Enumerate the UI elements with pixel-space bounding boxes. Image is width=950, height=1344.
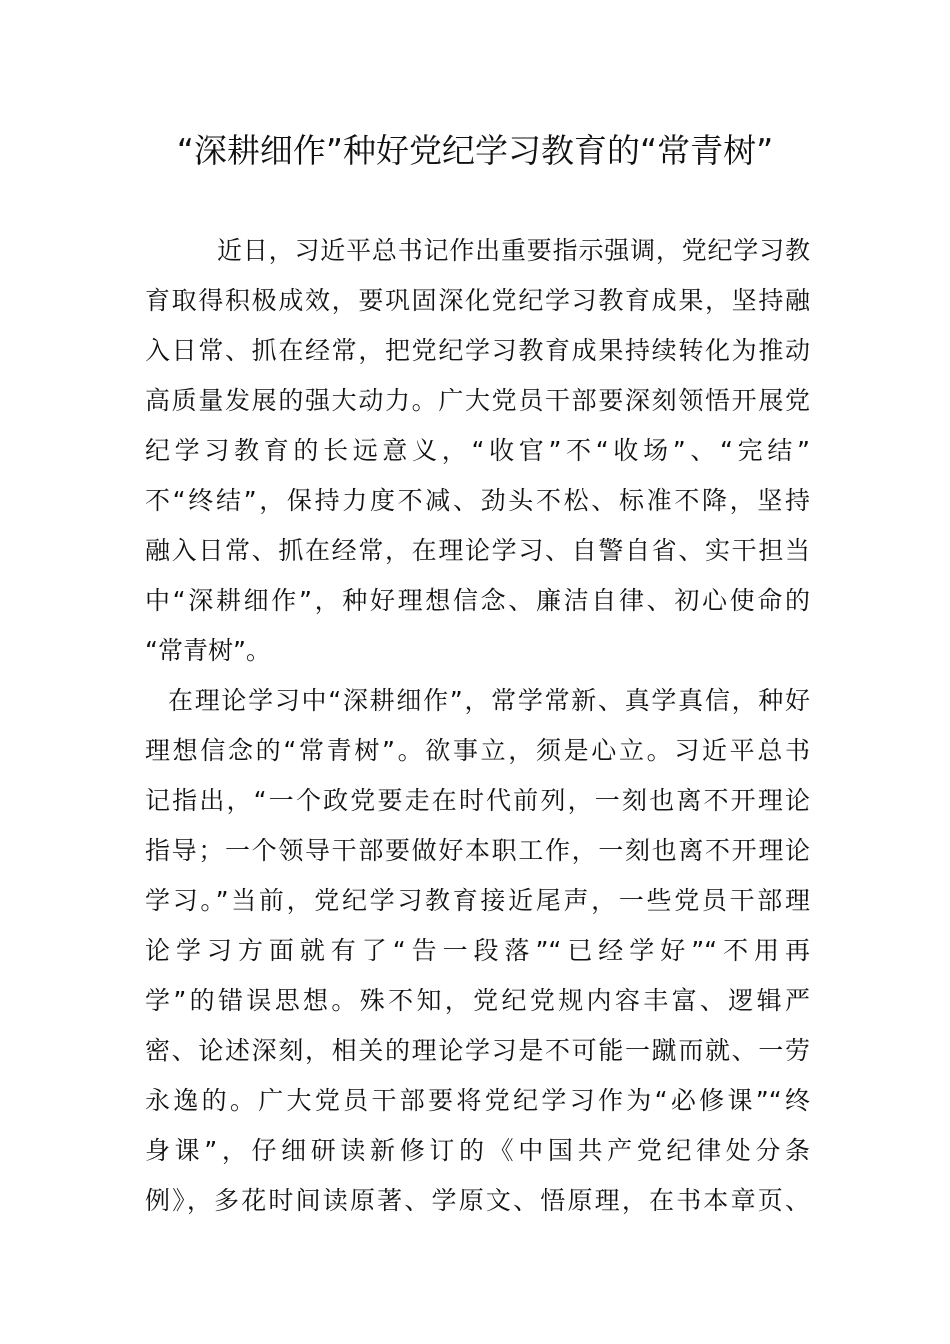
paragraph-2-line-2: 理想信念的“常青树”。欲事立，须是心立。习近平总书 [145, 736, 810, 765]
paragraph-1-line-8: 中“深耕细作”，种好理想信念、廉洁自律、初心使命的 [145, 586, 810, 615]
paragraph-2-line-4: 指导；一个领导干部要做好本职工作，一刻也离不开理论 [145, 836, 810, 865]
document-title: “深耕细作”种好党纪学习教育的“常青树” [176, 131, 774, 170]
paragraph-1-line-4: 高质量发展的强大动力。广大党员干部要深刻领悟开展党 [145, 386, 810, 415]
paragraph-1-line-3: 入日常、抓在经常，把党纪学习教育成果持续转化为推动 [145, 336, 810, 365]
paragraph-2-line-7: 学”的错误思想。殊不知，党纪党规内容丰富、逻辑严 [145, 986, 810, 1015]
paragraph-2-line-3: 记指出，“一个政党要走在时代前列，一刻也离不开理论 [145, 786, 810, 815]
paragraph-1-line-9: “常青树”。 [145, 636, 271, 665]
paragraph-2-line-1: 在理论学习中“深耕细作”，常学常新、真学真信，种好 [168, 686, 810, 715]
paragraph-2-line-8: 密、论述深刻，相关的理论学习是不可能一蹴而就、一劳 [145, 1036, 810, 1065]
paragraph-2-line-6: 论学习方面就有了“告一段落”“已经学好”“不用再 [145, 936, 810, 965]
paragraph-1-line-1: 近日，习近平总书记作出重要指示强调，党纪学习教 [217, 236, 810, 265]
paragraph-2-line-5: 学习。”当前，党纪学习教育接近尾声，一些党员干部理 [145, 886, 810, 915]
paragraph-1-line-2: 育取得积极成效，要巩固深化党纪学习教育成果，坚持融 [145, 286, 810, 315]
paragraph-2-line-11: 例》，多花时间读原著、学原文、悟原理，在书本章页、 [145, 1186, 810, 1215]
paragraph-1-line-7: 融入日常、抓在经常，在理论学习、自警自省、实干担当 [145, 536, 810, 565]
paragraph-1-line-5: 纪学习教育的长远意义，“收官”不“收场”、“完结” [145, 436, 810, 465]
paragraph-1-line-6: 不“终结”，保持力度不减、劲头不松、标准不降，坚持 [145, 486, 810, 515]
paragraph-2-line-10: 身课”，仔细研读新修订的《中国共产党纪律处分条 [145, 1136, 810, 1165]
paragraph-2-line-9: 永逸的。广大党员干部要将党纪学习作为“必修课”“终 [145, 1086, 810, 1115]
